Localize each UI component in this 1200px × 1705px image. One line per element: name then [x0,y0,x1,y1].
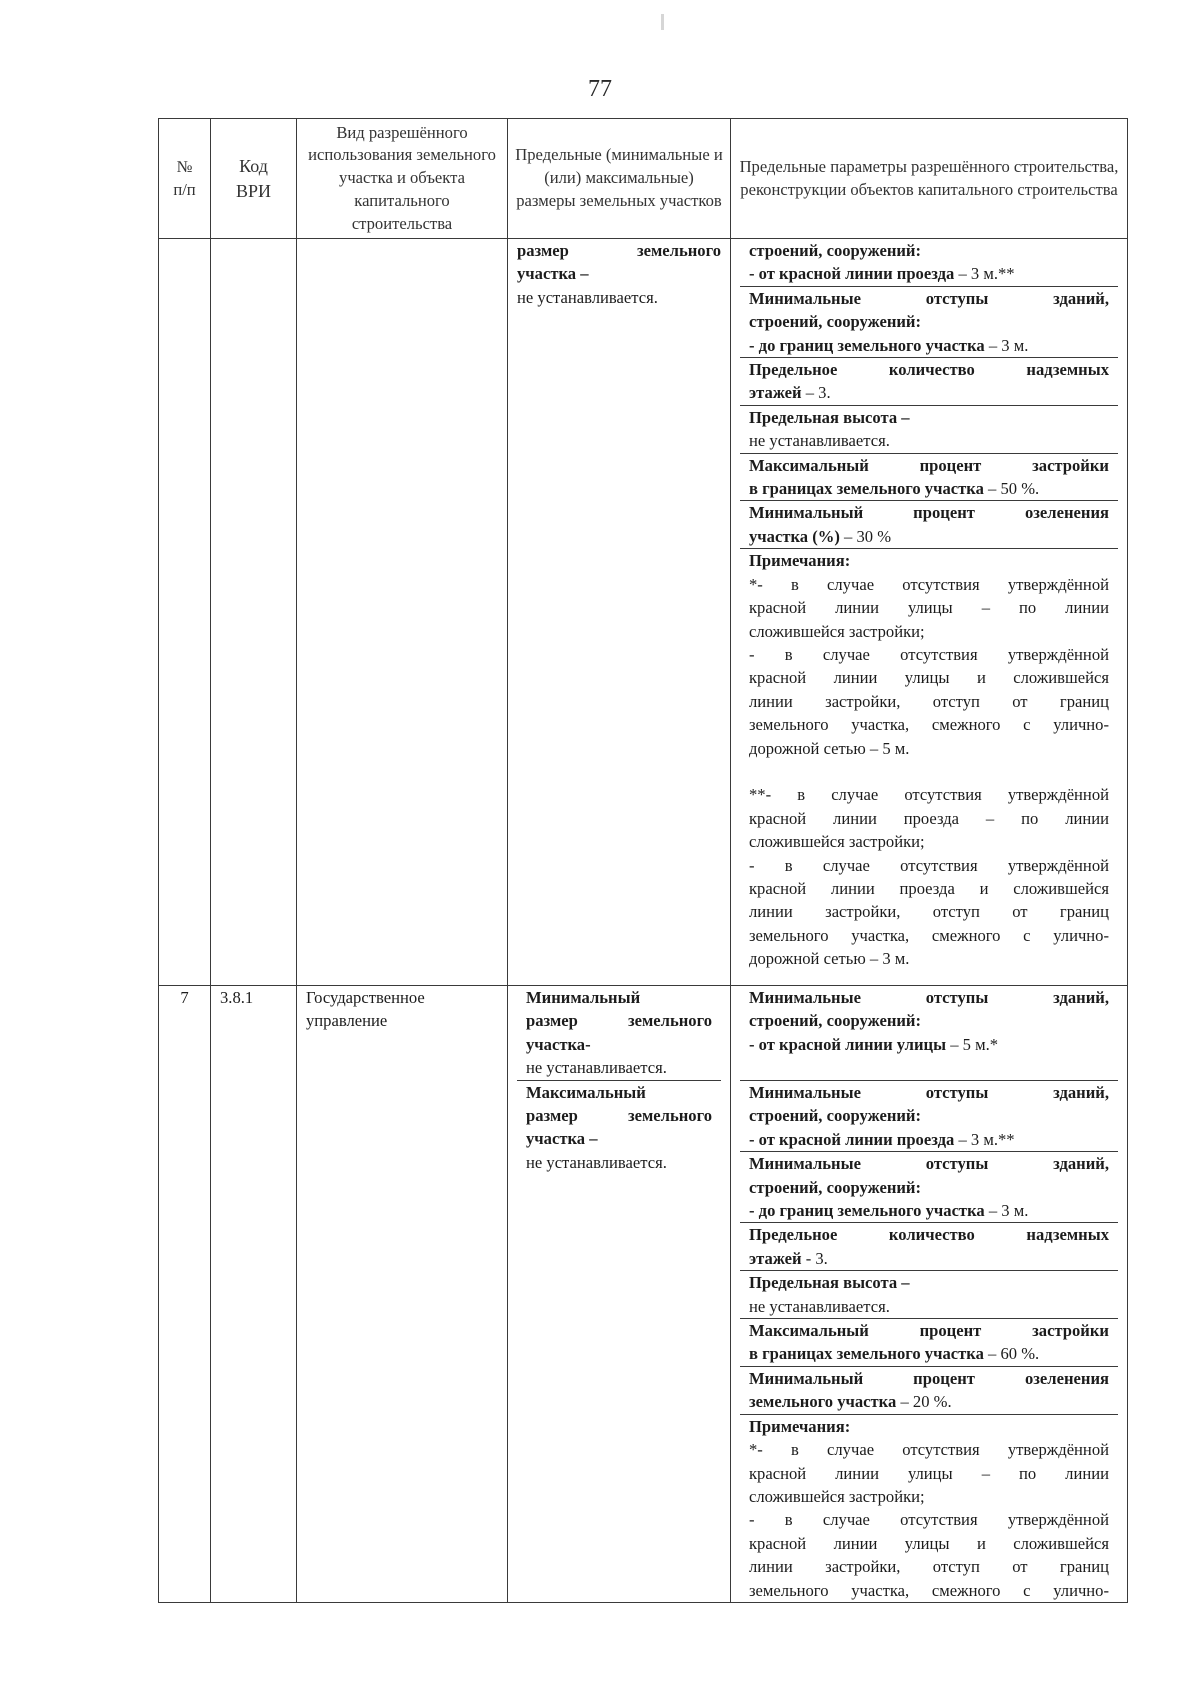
param-height [740,1270,1118,1318]
size-word-1: размер [517,241,569,260]
note-line: линии застройки, отступ от границ [749,691,1109,711]
param-greening [740,500,1118,548]
param-text: - до границ земельного участка [749,335,985,355]
param-text: строений, сооружений: [749,1106,922,1126]
note-line: линии застройки, отступ от границ [749,1557,1109,1577]
param-floors [740,357,1118,405]
note-line: сложившейся застройки; [749,832,925,852]
param-setback-boundary [740,1151,1118,1222]
size-text: земельного [627,1106,712,1126]
param-setback-street [740,986,1118,1080]
size-text: размер [526,1011,578,1031]
param-setback-passage [740,1080,1118,1151]
note-line: *- в случае отсутствия утверждённой [749,574,1109,594]
size-text: Максимальный [526,1082,646,1102]
size-line-1 [517,239,721,262]
table-row-continued [159,239,1128,986]
note-line: сложившейся застройки; [749,1486,925,1506]
note-line: красной линии проезда и сложившейся [749,878,1109,898]
param-text: Предельное количество надземных [749,360,1109,380]
header-plot-size: Предельные (минимальные и (или) максимальные) размеры земельных участков [508,119,731,239]
cell-plot-size [508,986,731,1603]
cell-use-empty [297,239,508,986]
table-header-row [159,119,1128,239]
cell-number: 7 [159,986,211,1603]
regulations-table [158,118,1128,1603]
note-line: - в случае отсутствия утверждённой [749,1510,1109,1530]
note-line: земельного участка, смежного с улично- [749,1580,1109,1600]
param-value: - 3. [801,1248,828,1268]
param-notes [740,1414,1118,1602]
param-text: - от красной линии проезда [749,1129,955,1149]
param-text: строений, сооружений: [749,312,922,332]
note-line: земельного участка, смежного с улично- [749,715,1109,735]
header-parameters: Предельные параметры разрешённого строительства, реконструкции объектов капитального строительства [731,119,1128,239]
notes-title: Примечания: [749,1416,851,1436]
param-text: Предельная высота – [749,1273,910,1293]
param-value: не устанавливается. [749,1296,890,1316]
param-coverage [740,1318,1118,1366]
param-value: – 3 м. [984,1201,1029,1221]
size-line-2: участка – [517,264,589,284]
size-text: размер [526,1106,578,1126]
table-row-7 [159,986,1128,1603]
param-height [740,405,1118,453]
param-value: – 30 % [839,526,892,546]
header-code [211,119,297,239]
use-line: Государственное [306,988,425,1007]
param-text: Максимальный процент застройки [749,455,1109,475]
cell-code-empty [211,239,297,986]
max-size-block [517,1081,721,1175]
param-text: Минимальные отступы зданий, [749,288,1109,308]
param-text: этажей [749,1248,802,1268]
note-line: дорожной сетью – 5 м. [749,738,910,758]
param-text: участка (%) [749,526,840,546]
param-setback-boundary [740,286,1118,357]
param-value: – 50 %. [983,479,1040,499]
size-word-2: земельного [636,241,721,260]
param-value: не устанавливается. [749,431,890,451]
param-text: строений, сооружений: [749,1011,922,1031]
note-line: красной линии проезда – по линии [749,808,1109,828]
param-value: – 3. [801,383,831,403]
size-value: не устанавливается. [517,287,658,307]
cell-number-empty [159,239,211,986]
param-text: - от красной линии улицы [749,1034,947,1054]
param-text: Предельное количество надземных [749,1225,1109,1245]
param-text: Максимальный процент застройки [749,1321,1109,1341]
param-coverage [740,453,1118,501]
param-value: – 3 м.** [954,1129,1015,1149]
size-value: не устанавливается. [526,1058,667,1078]
page-number: 77 [588,76,612,102]
note-line: земельного участка, смежного с улично- [749,925,1109,945]
param-value: – 20 %. [896,1392,952,1412]
use-line: управление [306,1011,388,1031]
param-text: Минимальные отступы зданий, [749,1154,1109,1174]
param-text: - до границ земельного участка [749,1201,985,1221]
param-text: в границах земельного участка [749,479,984,499]
param-value: – 3 м. [984,335,1029,355]
size-text: земельного [627,1011,712,1031]
cell-use-type [297,986,508,1603]
note-line: - в случае отсутствия утверждённой [749,855,1109,875]
param-value: – 60 %. [983,1344,1040,1364]
cell-parameters [731,986,1128,1603]
param-text: строений, сооружений: [749,1177,922,1197]
param-value: – 3 м.** [954,264,1015,284]
header-number [159,119,211,239]
param-text: земельного участка [749,1392,897,1412]
cell-plot-size [508,239,731,986]
param-greening [740,1366,1118,1414]
param-text: в границах земельного участка [749,1344,984,1364]
size-text: участка- [526,1034,591,1054]
param-text: - от красной линии проезда [749,264,955,284]
note-line: **- в случае отсутствия утверждённой [749,785,1109,805]
note-line: красной линии улицы и сложившейся [749,1533,1109,1553]
note-line: красной линии улицы – по линии [749,598,1109,618]
size-value: не устанавливается. [526,1152,667,1172]
header-use-type: Вид разрешённого использования земельного участка и объекта капитального строительства [297,119,508,239]
param-text: этажей [749,383,802,403]
param-notes [740,548,1118,970]
param-text: строений, сооружений: [749,241,922,260]
param-text: Предельная высота – [749,407,910,427]
param-text: Минимальный процент озеленения [749,503,1109,523]
param-setback-passage [740,239,1118,286]
note-line: - в случае отсутствия утверждённой [749,644,1109,664]
param-text: Минимальные отступы зданий, [749,1083,1109,1102]
header-number-text: № п/п [173,156,196,199]
param-floors [740,1222,1118,1270]
scan-artifact-mark [661,14,664,30]
note-line: красной линии улицы и сложившейся [749,668,1109,688]
size-text: участка – [526,1129,598,1149]
min-size-block [517,986,721,1081]
param-text: Минимальные отступы зданий, [749,988,1109,1007]
cell-code: 3.8.1 [211,986,297,1603]
header-code-text: Код ВРИ [235,155,271,201]
note-line: красной линии улицы – по линии [749,1463,1109,1483]
note-line: *- в случае отсутствия утверждённой [749,1440,1109,1460]
note-line: сложившейся застройки; [749,621,925,641]
param-value: – 5 м.* [946,1034,999,1054]
note-line: линии застройки, отступ от границ [749,902,1109,922]
note-line: дорожной сетью – 3 м. [749,949,910,969]
cell-parameters [731,239,1128,986]
param-text: Минимальный процент озеленения [749,1368,1109,1388]
size-text: Минимальный [526,988,641,1007]
notes-title: Примечания: [749,551,851,571]
